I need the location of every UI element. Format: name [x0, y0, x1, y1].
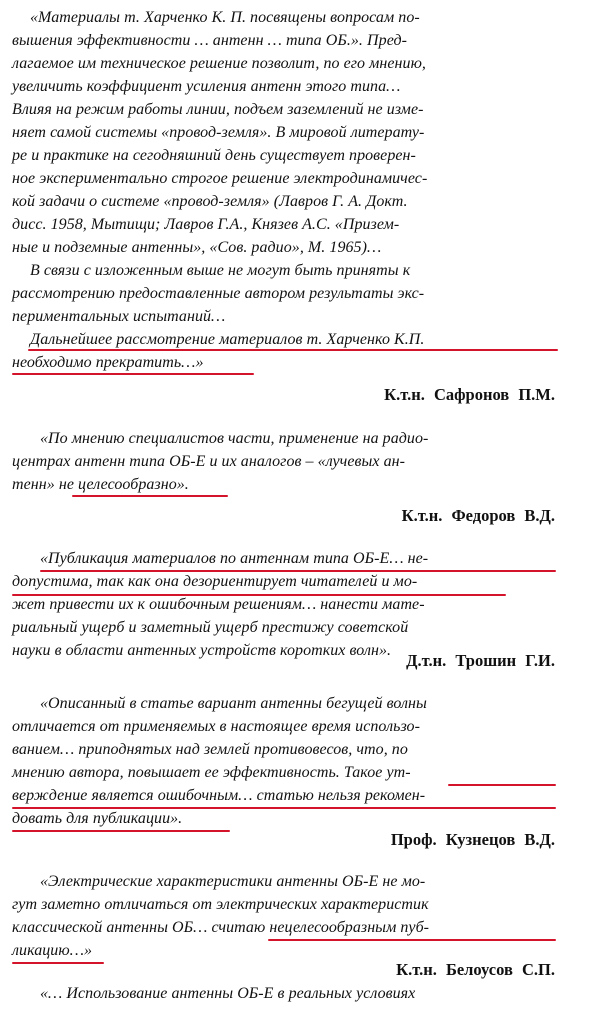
- red-underline: [72, 495, 228, 497]
- text-line: ре и практике на сегодняшний день существует проверен-: [12, 147, 416, 164]
- text-line: «Описанный в статье вариант антенны бегущей волны: [40, 695, 427, 712]
- text-line: центрах антенн типа ОБ-Е и их аналогов – «лучевых ан-: [12, 453, 406, 470]
- text-line: «Материалы т. Харченко К. П. посвящены вопросам по-: [30, 9, 420, 26]
- text-line: Влияя на режим работы линии, подъем заземлений не изме-: [12, 101, 424, 118]
- text-line: кой задачи о системе «провод-земля» (Лавров Г. А. Докт.: [12, 193, 408, 210]
- text-line: «… Использование антенны ОБ-Е в реальных условиях: [40, 985, 416, 1002]
- text-line: периментальных испытаний…: [12, 308, 226, 325]
- text-line: верждение является ошибочным… статью нельзя рекомен-: [12, 787, 426, 804]
- text-line: В связи с изложенным выше не могут быть приняты к: [30, 262, 411, 279]
- signature-belousov: К.т.н. Белоусов С.П.: [396, 960, 555, 979]
- red-underline: [28, 349, 558, 351]
- text-line: рассмотрению предоставленные автором результаты экс-: [12, 285, 425, 302]
- text-line: риальный ущерб и заметный ущерб престижу советской: [12, 619, 409, 636]
- text-line: допустима, так как она дезориентирует читателей и мо-: [12, 573, 418, 590]
- red-underline: [268, 939, 556, 941]
- text-line: довать для публикации».: [12, 810, 183, 827]
- text-line: «По мнению специалистов части, применение на радио-: [40, 430, 429, 447]
- text-line: отличается от применяемых в настоящее время использо-: [12, 718, 420, 735]
- text-line: жет привести их к ошибочным решениям… нанести мате-: [12, 596, 425, 613]
- text-line: тенн» не целесообразно».: [12, 476, 189, 493]
- text-line: науки в области антенных устройств коротких волн».: [12, 642, 392, 659]
- red-underline: [12, 594, 506, 596]
- text-line: необходимо прекратить…»: [12, 354, 204, 371]
- red-underline: [448, 784, 556, 786]
- red-underline: [40, 570, 556, 572]
- text-line: «Публикация материалов по антеннам типа ОБ-Е… не-: [40, 550, 429, 567]
- text-line: «Электрические характеристики антенны ОБ-Е не мо-: [40, 873, 426, 890]
- text-line: мнению автора, повышает ее эффективность. Такое ут-: [12, 764, 411, 781]
- text-line: вышения эффективности … антенн … типа ОБ.». Пред-: [12, 32, 407, 49]
- text-line: гут заметно отличаться от электрических характеристик: [12, 896, 429, 913]
- signature-kuznetsov: Проф. Кузнецов В.Д.: [390, 830, 555, 849]
- text-line: ное экспериментально строгое решение электродинамичес-: [12, 170, 428, 187]
- text-line: ликацию…»: [12, 942, 93, 959]
- signature-safronov: К.т.н. Сафронов П.М.: [384, 385, 555, 404]
- text-line: увеличить коэффициент усиления антенн этого типа…: [12, 78, 401, 95]
- signature-troshin: Д.т.н. Трошин Г.И.: [406, 651, 555, 670]
- text-line: дисс. 1958, Мытищи; Лавров Г.А., Князев А.С. «Призем-: [12, 216, 400, 233]
- red-underline: [12, 373, 254, 375]
- text-line: ванием… приподнятых над землей противовесов, что, по: [12, 741, 408, 758]
- signature-fedorov: К.т.н. Федоров В.Д.: [401, 506, 555, 525]
- red-underline: [12, 962, 104, 964]
- text-line: лагаемое им техническое решение позволит, по его мнению,: [12, 55, 426, 72]
- text-line: ные и подземные антенны», «Сов. радио», М. 1965)…: [12, 239, 382, 256]
- red-underline: [12, 807, 556, 809]
- text-line: няет самой системы «провод-земля». В мировой литерату-: [12, 124, 425, 141]
- text-line: классической антенны ОБ… считаю нецелесообразным пуб-: [12, 919, 430, 936]
- text-line: Дальнейшее рассмотрение материалов т. Харченко К.П.: [30, 331, 425, 348]
- red-underline: [12, 830, 230, 832]
